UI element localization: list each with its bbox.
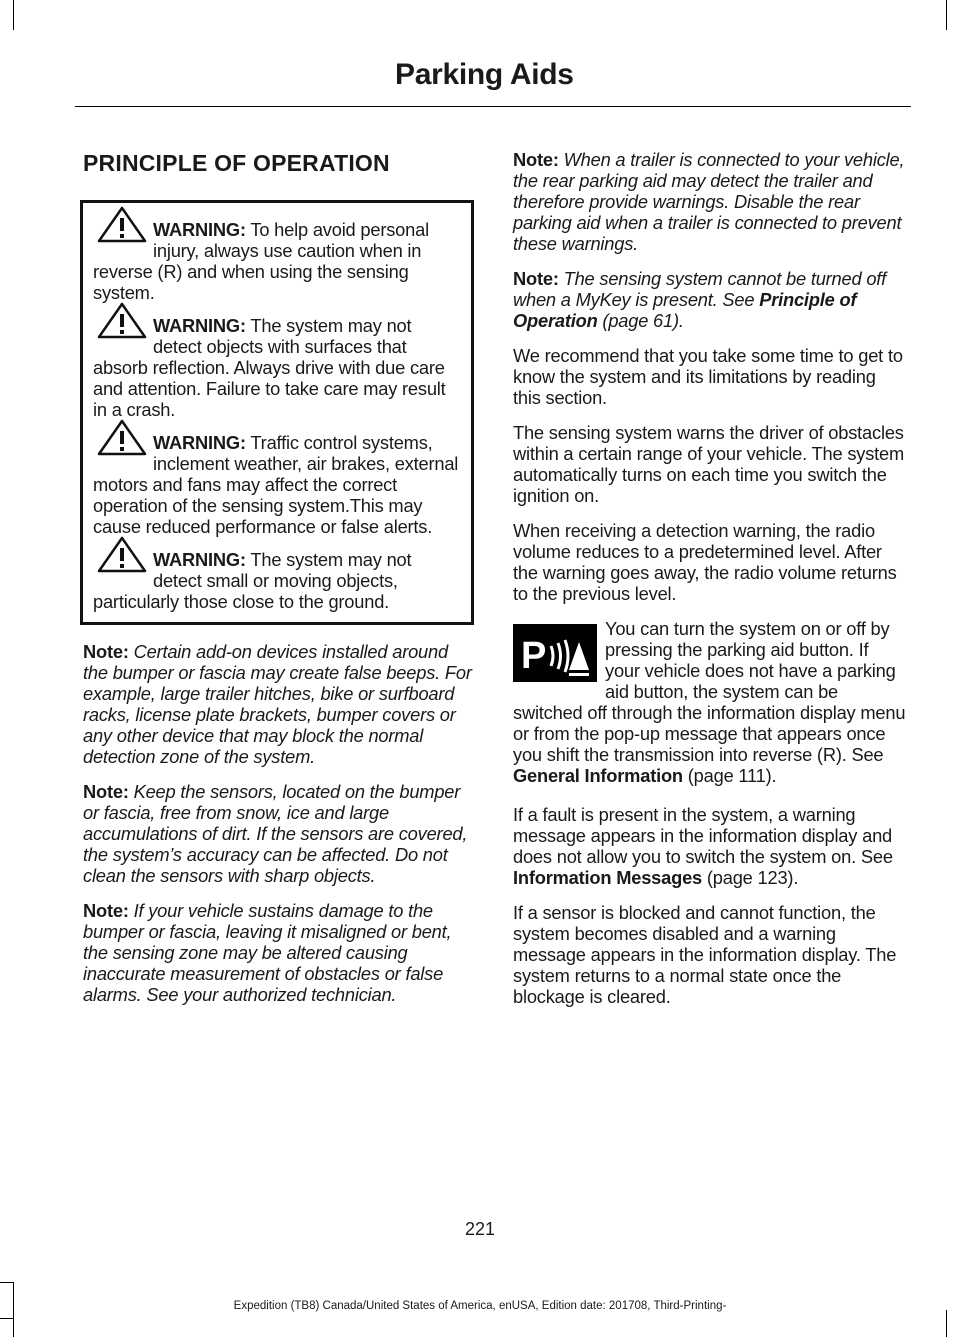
note <box>83 781 473 886</box>
footer-text: Expedition (TB8) Canada/United States of America, enUSA, Edition date: 201708, Third-Printing- <box>233 1300 727 1312</box>
page-reference: (page 123). <box>702 867 799 888</box>
note-text: If your vehicle sustains damage to the bumper or fascia, leaving it misaligned or bent, the sensing zone may be altered causing inaccurate measurement of obstacles or false alarms. See your authorized technician. <box>83 900 452 1005</box>
paragraph <box>513 618 907 786</box>
page-reference: (page 111). <box>682 765 777 786</box>
note-text: The sensing system cannot be turned off when a MyKey is present. See <box>513 268 887 310</box>
cross-reference-link[interactable]: Principle of Operation <box>513 289 857 331</box>
warning-triangle-icon <box>95 205 149 245</box>
header-divider <box>75 106 911 107</box>
cross-reference-link[interactable]: Information Messages <box>513 867 703 888</box>
section-title: PRINCIPLE OF OPERATION <box>83 150 390 176</box>
note <box>513 149 907 254</box>
warning-triangle-icon <box>95 535 149 575</box>
cross-reference-link[interactable]: General Information <box>513 765 683 786</box>
note-label: Note: <box>83 641 129 662</box>
paragraph-text: If a fault is present in the system, a warning message appears in the information display and does not allow you to switch the system on. See <box>513 804 893 867</box>
page-number: 221 <box>464 1219 496 1239</box>
crop-mark <box>946 0 947 30</box>
note <box>83 900 473 1005</box>
paragraph: The sensing system warns the driver of obstacles within a certain range of your vehicle. The system automatically turns on each time you switch the ignition on. <box>513 422 905 506</box>
crop-mark <box>13 0 14 30</box>
warning-label: WARNING: <box>153 432 246 453</box>
note-label: Note: <box>513 268 559 289</box>
warning-triangle-icon <box>95 418 149 458</box>
parking-aid-button-icon <box>513 624 597 682</box>
warning-label: WARNING: <box>153 315 246 336</box>
right-column <box>513 149 907 1021</box>
page-reference: (page 61). <box>597 310 684 331</box>
left-column <box>83 140 473 1019</box>
note-label: Note: <box>83 781 129 802</box>
warning-item <box>93 432 463 537</box>
paragraph <box>513 804 907 888</box>
note-text: Keep the sensors, located on the bumper or fascia, free from snow, ice and large accumulations of dirt. If the sensors are covered, the system’s accuracy can be affected. Do not clean the sensors with sharp objects. <box>83 781 468 886</box>
note-text: Certain add-on devices installed around the bumper or fascia may create false beeps. For example, large trailer hitches, bike or surfboard racks, license plate brackets, bumper covers or any other device that may block the normal detection zone of the system. <box>83 641 472 767</box>
paragraph-text: You can turn the system on or off by pressing the parking aid button. If your vehicle does not have a parking aid button, the system can be switched off through the information display menu or from the pop-up message that appears once you shift the transmission into reverse (R). See <box>513 618 906 765</box>
warning-item <box>93 315 463 420</box>
page-header: Parking Aids <box>395 58 574 91</box>
paragraph: When receiving a detection warning, the radio volume reduces to a predetermined level. After the warning goes away, the radio volume returns to the previous level. <box>513 520 897 604</box>
warning-label: WARNING: <box>153 549 246 570</box>
paragraph: If a sensor is blocked and cannot function, the system becomes disabled and a warning message appears in the information display. The system returns to a normal state once the blockage is cleared. <box>513 902 897 1007</box>
svg-text:P: P <box>521 635 547 677</box>
note-text: When a trailer is connected to your vehicle, the rear parking aid may detect the trailer and therefore provide warnings. Disable the rear parking aid when a trailer is connected to prevent these warnings. <box>513 149 905 254</box>
crop-mark <box>946 1310 947 1337</box>
warning-label: WARNING: <box>153 219 246 240</box>
crop-mark <box>0 1282 14 1283</box>
warning-item <box>93 219 463 303</box>
note-label: Note: <box>83 900 129 921</box>
paragraph: We recommend that you take some time to get to know the system and its limitations by reading this section. <box>513 345 903 408</box>
warning-text: The system may not detect objects with surfaces that absorb reflection. Always drive with due care and attention. Failure to take care may result in a crash. <box>93 315 446 420</box>
warning-box <box>80 200 474 625</box>
warning-triangle-icon <box>95 301 149 341</box>
note-label: Note: <box>513 149 559 170</box>
note <box>83 641 473 767</box>
note <box>513 268 907 331</box>
warning-text: The system may not detect small or moving objects, particularly those close to the ground. <box>93 549 412 612</box>
warning-text: Traffic control systems, inclement weather, air brakes, external motors and fans may affect the correct operation of the sensing system.This may cause reduced performance or false alerts. <box>93 432 459 537</box>
warning-text: To help avoid personal injury, always use caution when in reverse (R) and when using the sensing system. <box>93 219 429 303</box>
warning-item <box>93 549 463 612</box>
crop-mark <box>0 1318 14 1319</box>
